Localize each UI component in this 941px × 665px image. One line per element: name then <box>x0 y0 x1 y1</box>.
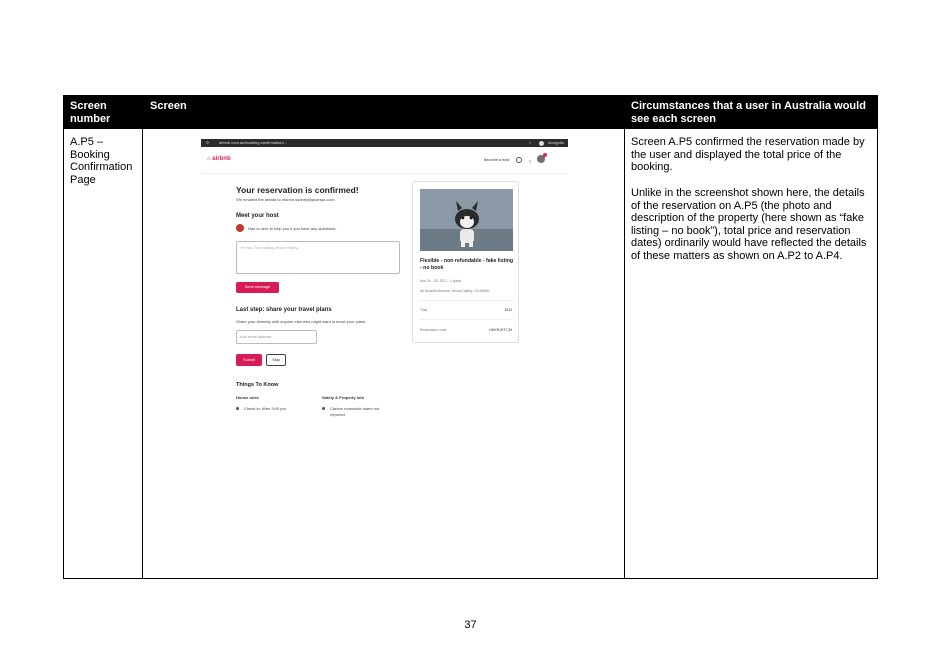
column-divider <box>624 96 625 578</box>
safety-co-alarm: Carbon monoxide alarm not reported <box>330 406 380 417</box>
divider <box>420 319 513 320</box>
airbnb-logo: ⌂ airbnb <box>207 156 231 162</box>
house-rules-heading: House rules <box>236 395 259 400</box>
reservation-dates: Nov 24 - 25, 2021 · 1 guest <box>420 279 462 283</box>
email-input <box>236 330 317 344</box>
header-circumstances: Circumstances that a user in Australia would see each screen <box>631 100 866 125</box>
browser-toolbar <box>201 139 568 147</box>
star-icon: ☆ <box>528 140 532 145</box>
last-step-heading: Last step: share your travel plans <box>236 307 332 313</box>
column-divider <box>142 96 143 578</box>
house-rule-checkin: Check-in: After 3:00 pm <box>244 406 286 411</box>
profile-icon <box>539 141 544 146</box>
listing-summary-card <box>412 181 519 343</box>
email-placeholder: Add email address <box>240 335 272 339</box>
header-screen: Screen <box>150 100 187 112</box>
listing-photo <box>420 189 513 251</box>
send-message-button: Send message <box>236 282 279 293</box>
screen-number-cell: A.P5 – Booking Confirmation Page <box>70 136 133 186</box>
last-step-text: Share your itinerary with anyone else who might want to know your plans. <box>236 319 367 324</box>
divider <box>420 300 513 301</box>
description-para-2: Unlike in the screenshot shown here, the details of the reservation on A.P5 (the photo and description of the property (here shown as “fake listing – no book”), total price and reservation dates) ordinarily would have reflected the details of these matters as shown on A.P2 to A.P4. <box>631 187 867 262</box>
booking-confirmation-screenshot <box>201 139 568 429</box>
safety-heading: Safety & Property Info <box>322 395 365 400</box>
globe-icon <box>516 157 522 163</box>
become-host-link: Become a host <box>484 158 510 162</box>
total-label: Total <box>420 308 428 312</box>
message-textarea <box>236 241 400 274</box>
header-screen-number: Screen number <box>70 100 111 125</box>
incognito-label: Incognito <box>547 140 564 145</box>
notification-dot <box>543 153 547 157</box>
user-avatar <box>537 155 545 163</box>
listing-address: 56 Dreadful Avenue, Jenson Valley, CA 95050 <box>420 289 489 293</box>
table-header-row <box>64 96 877 129</box>
skip-button: Skip <box>266 354 286 366</box>
alarm-icon <box>322 407 325 410</box>
listing-title: Flexible - non refundable - fake listing - no book <box>420 258 514 271</box>
clock-icon <box>236 407 239 410</box>
document-table <box>63 95 878 579</box>
confirmation-title: Your reservation is confirmed! <box>236 185 359 195</box>
total-value: $113 <box>504 308 512 312</box>
things-to-know-heading: Things To Know <box>236 382 279 388</box>
menu-icon: ≡ <box>529 159 532 164</box>
page-number: 37 <box>464 619 477 631</box>
meet-host-heading: Meet your host <box>236 213 279 219</box>
message-placeholder: Hi Hao, I'll be visiting Jenson Valley... <box>241 246 301 250</box>
host-avatar <box>236 224 244 232</box>
reload-icon: ⟳ <box>206 140 210 145</box>
submit-button: Submit <box>236 354 262 366</box>
reservation-code-value: HMXRJHTCJH <box>489 328 512 332</box>
description-para-1: Screen A.P5 confirmed the reservation made by the user and displayed the total price of the booking. <box>631 136 865 173</box>
address-bar: airbnb.com.au/booking-confirmation/... <box>219 140 288 145</box>
host-help-text: Hao is here to help you if you have any questions. <box>248 226 337 231</box>
site-nav <box>201 147 568 174</box>
reservation-code-label: Reservation code <box>420 328 447 332</box>
emailed-text: We emailed the details to marvin-sydney@pluespc.com. <box>236 197 336 202</box>
